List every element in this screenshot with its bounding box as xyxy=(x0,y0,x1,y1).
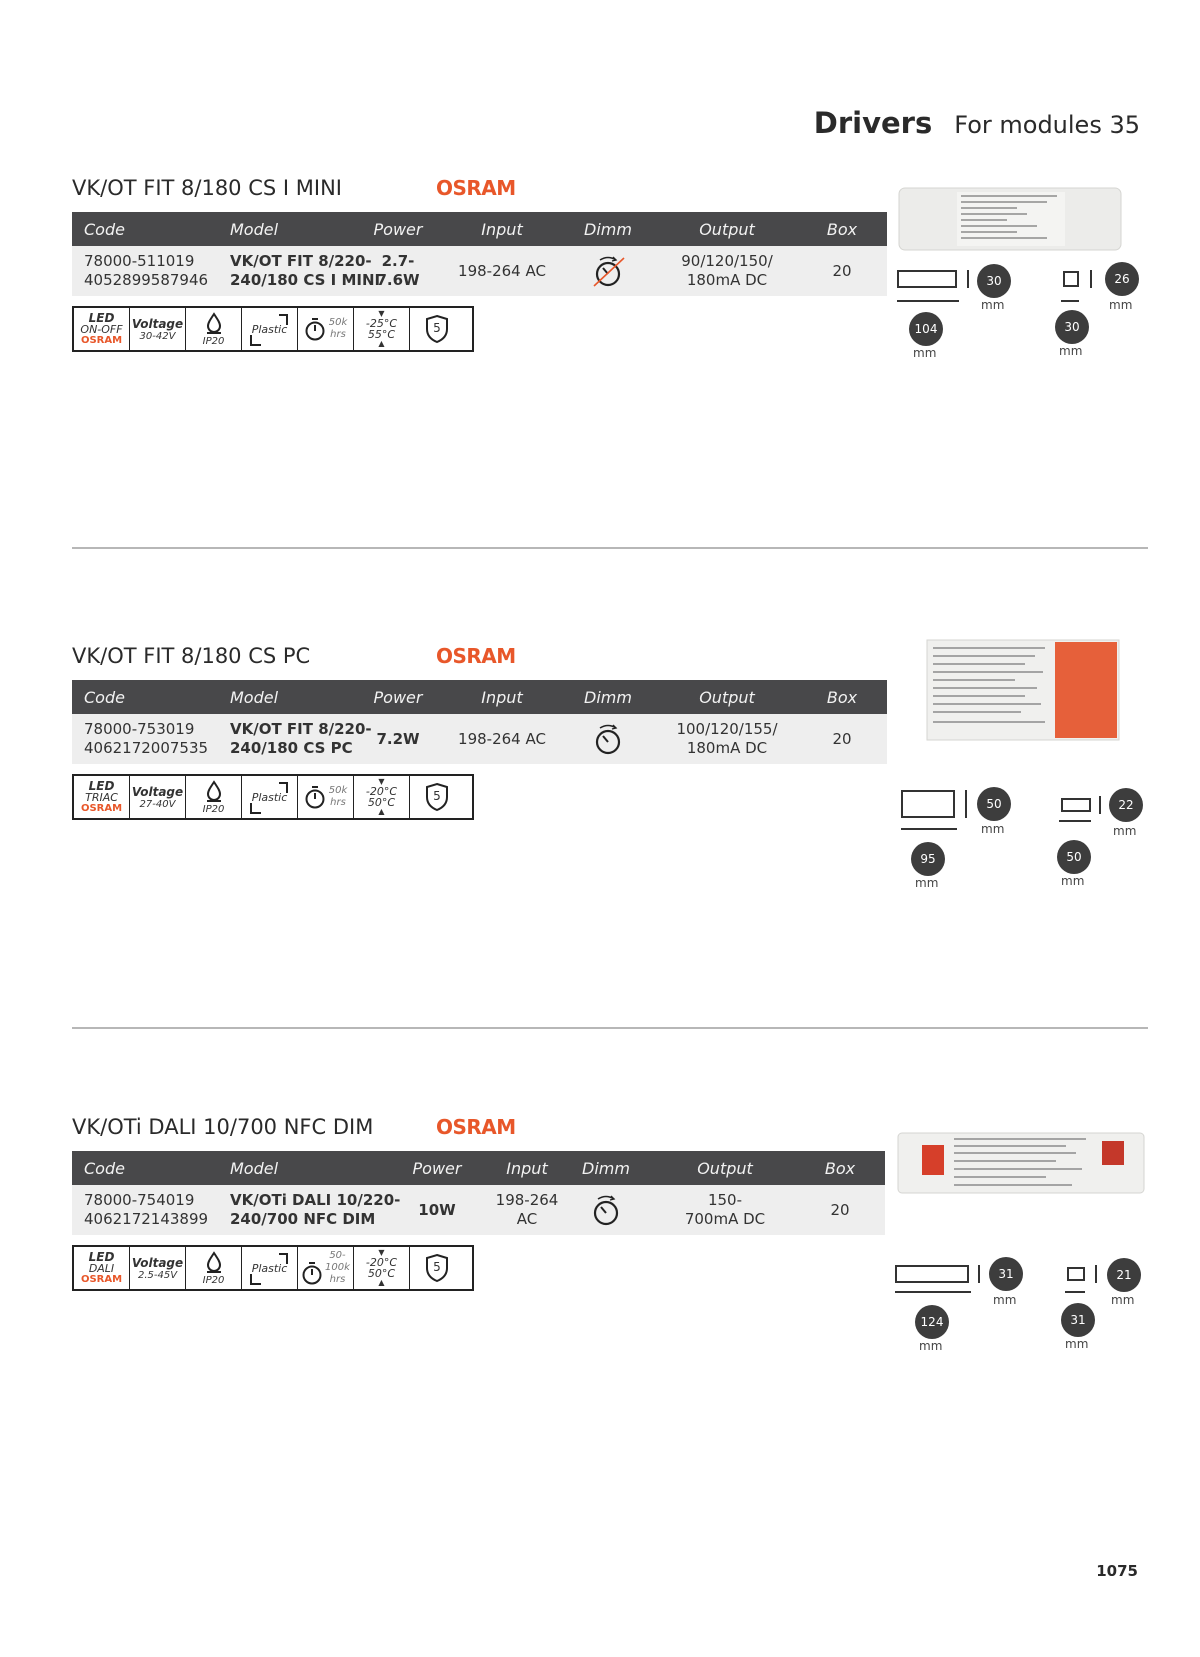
dimmer-crossed-icon xyxy=(591,254,625,288)
water-drop-icon xyxy=(205,1251,223,1273)
warranty xyxy=(410,776,464,818)
product-photo xyxy=(897,184,1123,256)
lifetime-text xyxy=(329,317,348,341)
col-model: Model xyxy=(230,1158,279,1178)
mode-label: ON-OFF xyxy=(80,323,123,336)
col-output: Output xyxy=(699,687,755,707)
output-line: 150- xyxy=(707,1191,743,1209)
code-cell xyxy=(84,714,208,764)
width-unit: mm xyxy=(981,298,1005,312)
col-input: Input xyxy=(506,1158,548,1178)
code-ean: 4062172007535 xyxy=(84,739,209,757)
height-unit: mm xyxy=(1109,298,1133,312)
dimm-cell xyxy=(586,1185,626,1235)
length-outline-icon xyxy=(897,270,957,288)
warranty-years: 5 xyxy=(433,321,441,335)
product-section-1 xyxy=(0,176,1200,396)
page-header xyxy=(814,106,1140,140)
led-driver-type xyxy=(74,776,130,818)
housing-material xyxy=(242,776,298,818)
temperature-range xyxy=(354,1247,410,1289)
length-badge: 124 xyxy=(915,1305,949,1339)
dimensions xyxy=(895,1263,1165,1383)
depth-badge: 31 xyxy=(1061,1303,1095,1337)
input-cell xyxy=(452,246,552,296)
lifetime-value: 50- xyxy=(329,1250,346,1261)
height-line xyxy=(1065,1291,1085,1293)
col-output: Output xyxy=(697,1158,753,1178)
water-drop-icon xyxy=(205,312,223,334)
model-line: 240/180 CS PC xyxy=(230,739,353,757)
stopwatch-icon xyxy=(304,317,326,341)
product-title: VK/OTi DALI 10/700 NFC DIM xyxy=(72,1115,374,1139)
model-line: VK/OT FIT 8/220- xyxy=(230,252,372,270)
lifetime-value: 50k xyxy=(328,317,348,328)
temp-min: -25°C xyxy=(365,317,398,330)
width-bar xyxy=(967,270,969,288)
power-line: 7.6W xyxy=(376,271,420,289)
height-bar xyxy=(1095,1265,1097,1283)
water-drop-icon xyxy=(205,780,223,802)
col-power: Power xyxy=(412,1158,462,1178)
box-cell: 20 xyxy=(832,729,852,748)
col-model: Model xyxy=(230,687,279,707)
stopwatch-icon xyxy=(304,785,326,809)
table-row xyxy=(72,246,887,296)
length-unit: mm xyxy=(919,1339,943,1353)
depth-unit: mm xyxy=(1065,1337,1089,1351)
ip-value: IP20 xyxy=(202,803,225,815)
brand-logo: OSRAM xyxy=(436,176,516,200)
lifetime-value: 100k xyxy=(325,1262,350,1273)
col-dimm: Dimm xyxy=(584,687,632,707)
width-badge: 31 xyxy=(989,1257,1023,1291)
spec-table xyxy=(72,680,887,764)
table-header xyxy=(72,680,887,714)
input-cell: 198-264 AC xyxy=(458,729,546,748)
voltage-label: Voltage xyxy=(131,1255,184,1270)
arrow-up-icon: ▲ xyxy=(378,807,385,816)
temp-max: 55°C xyxy=(367,328,396,341)
depth-badge: 50 xyxy=(1057,840,1091,874)
brand-logo: OSRAM xyxy=(436,644,516,668)
length-line xyxy=(897,300,959,302)
col-code: Code xyxy=(84,219,125,239)
col-dimm: Dimm xyxy=(582,1158,630,1178)
temperature-range xyxy=(354,308,410,350)
power-line: 2.7- xyxy=(381,252,415,270)
stopwatch-icon xyxy=(301,1261,323,1285)
model-cell xyxy=(230,246,380,296)
table-header xyxy=(72,1151,885,1185)
product-section-3 xyxy=(0,1115,1200,1353)
temp-max: 50°C xyxy=(367,796,396,809)
temp-max: 50°C xyxy=(367,1267,396,1280)
ip-rating xyxy=(186,308,242,350)
length-line xyxy=(895,1291,971,1293)
shield-icon xyxy=(424,782,450,812)
product-photo xyxy=(925,638,1121,744)
model-line: 240/180 CS I MINI xyxy=(230,271,381,289)
ip-rating xyxy=(186,1247,242,1289)
width-unit: mm xyxy=(993,1293,1017,1307)
ip-value: IP20 xyxy=(202,335,225,347)
height-bar xyxy=(1099,796,1101,814)
output-line: 700mA DC xyxy=(684,1210,766,1228)
width-badge: 50 xyxy=(977,787,1011,821)
length-unit: mm xyxy=(915,876,939,890)
section-divider xyxy=(72,1027,1148,1029)
height-badge: 22 xyxy=(1109,788,1143,822)
warranty xyxy=(410,308,464,350)
depth-unit: mm xyxy=(1061,874,1085,888)
height-bar xyxy=(1090,270,1092,288)
box-cell: 20 xyxy=(832,261,852,280)
length-line xyxy=(901,828,957,830)
material-label: Plastic xyxy=(251,322,288,336)
output-cell xyxy=(662,246,792,296)
height-outline-icon xyxy=(1067,1267,1085,1281)
lifetime xyxy=(298,776,354,818)
led-driver-type xyxy=(74,308,130,350)
output-line: 100/120/155/ xyxy=(676,720,778,738)
model-cell xyxy=(230,1185,400,1235)
length-outline-icon xyxy=(895,1265,969,1283)
model-line: 240/700 NFC DIM xyxy=(230,1210,376,1228)
col-power: Power xyxy=(373,219,423,239)
height-line xyxy=(1059,820,1091,822)
dimmer-icon xyxy=(589,1193,623,1227)
code-ean: 4052899587946 xyxy=(84,271,209,289)
voltage-range xyxy=(130,776,186,818)
col-power: Power xyxy=(373,687,423,707)
temp-min: -20°C xyxy=(365,1256,398,1269)
product-title: VK/OT FIT 8/180 CS I MINI xyxy=(72,176,342,200)
input-cell xyxy=(492,1185,562,1235)
width-unit: mm xyxy=(981,822,1005,836)
box-cell: 20 xyxy=(830,1200,850,1219)
lifetime-unit: hrs xyxy=(330,797,346,808)
col-code: Code xyxy=(84,687,125,707)
page-subtitle: For modules 35 xyxy=(954,111,1140,139)
voltage-range xyxy=(130,308,186,350)
product-section-2 xyxy=(0,644,1200,890)
spec-table xyxy=(72,212,887,296)
output-line: 180mA DC xyxy=(686,739,768,757)
height-unit: mm xyxy=(1113,824,1137,838)
housing-material xyxy=(242,1247,298,1289)
height-line xyxy=(1061,300,1079,302)
ip-rating xyxy=(186,776,242,818)
model-line: VK/OT FIT 8/220- xyxy=(230,720,372,738)
lifetime xyxy=(298,1247,354,1289)
osram-label: OSRAM xyxy=(80,335,123,346)
length-unit: mm xyxy=(913,346,937,360)
lifetime-unit: hrs xyxy=(330,329,346,340)
model-cell xyxy=(230,714,372,764)
lifetime-text xyxy=(325,1250,350,1286)
output-cell xyxy=(660,1185,790,1235)
output-line: 180mA DC xyxy=(686,271,768,289)
length-outline-icon xyxy=(901,790,955,818)
col-box: Box xyxy=(824,1158,856,1178)
code-article: 78000-753019 xyxy=(84,720,195,738)
dimensions xyxy=(895,790,1165,910)
dimensions xyxy=(895,268,1165,388)
voltage-value: 27-40V xyxy=(139,798,176,810)
code-cell xyxy=(84,1185,208,1235)
voltage-range xyxy=(130,1247,186,1289)
led-label: LED xyxy=(88,779,115,793)
arrow-up-icon: ▲ xyxy=(378,1278,385,1287)
power-cell xyxy=(368,246,428,296)
width-badge: 30 xyxy=(977,264,1011,298)
col-model: Model xyxy=(230,219,279,239)
product-photo xyxy=(896,1131,1146,1195)
code-ean: 4062172143899 xyxy=(84,1210,209,1228)
section-divider xyxy=(72,547,1148,549)
power-cell: 10W xyxy=(418,1200,456,1219)
width-bar xyxy=(965,790,967,818)
feature-icons xyxy=(72,1245,474,1291)
ip-value: IP20 xyxy=(202,1274,225,1286)
lifetime xyxy=(298,308,354,350)
shield-icon xyxy=(424,1253,450,1283)
col-box: Box xyxy=(826,219,858,239)
input-line: 198-264 AC xyxy=(458,261,546,280)
voltage-value: 2.5-45V xyxy=(137,1269,178,1281)
arrow-down-icon: ▼ xyxy=(378,309,385,318)
input-line: AC xyxy=(516,1210,538,1228)
osram-label: OSRAM xyxy=(80,1274,123,1285)
spec-table xyxy=(72,1151,885,1235)
height-badge: 26 xyxy=(1105,262,1139,296)
feature-icons xyxy=(72,774,474,820)
input-line: 198-264 xyxy=(495,1191,559,1209)
depth-unit: mm xyxy=(1059,344,1083,358)
led-driver-type xyxy=(74,1247,130,1289)
temp-min: -20°C xyxy=(365,785,398,798)
height-outline-icon xyxy=(1063,271,1079,287)
code-article: 78000-511019 xyxy=(84,252,195,270)
warranty xyxy=(410,1247,464,1289)
led-label: LED xyxy=(88,311,115,325)
output-cell xyxy=(662,714,792,764)
brand-logo: OSRAM xyxy=(436,1115,516,1139)
warranty-years: 5 xyxy=(433,1260,441,1274)
col-output: Output xyxy=(699,219,755,239)
code-article: 78000-754019 xyxy=(84,1191,195,1209)
temperature-range xyxy=(354,776,410,818)
feature-icons xyxy=(72,306,474,352)
arrow-up-icon: ▲ xyxy=(378,339,385,348)
dimm-cell xyxy=(588,246,628,296)
arrow-down-icon: ▼ xyxy=(378,777,385,786)
shield-icon xyxy=(424,314,450,344)
housing-material xyxy=(242,308,298,350)
voltage-label: Voltage xyxy=(131,784,184,799)
material-label: Plastic xyxy=(251,1261,288,1275)
power-cell: 7.2W xyxy=(376,729,420,748)
length-badge: 104 xyxy=(909,312,943,346)
width-bar xyxy=(978,1265,980,1283)
col-dimm: Dimm xyxy=(584,219,632,239)
mode-label: TRIAC xyxy=(85,791,118,804)
arrow-down-icon: ▼ xyxy=(378,1248,385,1257)
height-badge: 21 xyxy=(1107,1258,1141,1292)
dimm-cell xyxy=(588,714,628,764)
page-number: 1075 xyxy=(1096,1562,1138,1580)
lifetime-text xyxy=(329,785,348,809)
lifetime-value: 50k xyxy=(328,785,348,796)
length-badge: 95 xyxy=(911,842,945,876)
col-input: Input xyxy=(481,687,523,707)
col-box: Box xyxy=(826,687,858,707)
product-title: VK/OT FIT 8/180 CS PC xyxy=(72,644,311,668)
lifetime-unit: hrs xyxy=(329,1274,346,1285)
table-row xyxy=(72,1185,885,1235)
code-cell xyxy=(84,246,208,296)
table-row xyxy=(72,714,887,764)
material-label: Plastic xyxy=(251,790,288,804)
warranty-years: 5 xyxy=(433,789,441,803)
model-line: VK/OTi DALI 10/220- xyxy=(230,1191,401,1209)
col-input: Input xyxy=(481,219,523,239)
mode-label: DALI xyxy=(88,1262,115,1275)
voltage-value: 30-42V xyxy=(139,330,176,342)
depth-badge: 30 xyxy=(1055,310,1089,344)
output-line: 90/120/150/ xyxy=(681,252,773,270)
voltage-label: Voltage xyxy=(131,316,184,331)
dimmer-icon xyxy=(591,722,625,756)
col-code: Code xyxy=(84,1158,125,1178)
height-unit: mm xyxy=(1111,1293,1135,1307)
led-label: LED xyxy=(88,1250,115,1264)
page-title: Drivers xyxy=(813,106,933,140)
height-outline-icon xyxy=(1061,798,1091,812)
osram-label: OSRAM xyxy=(80,803,123,814)
table-header xyxy=(72,212,887,246)
